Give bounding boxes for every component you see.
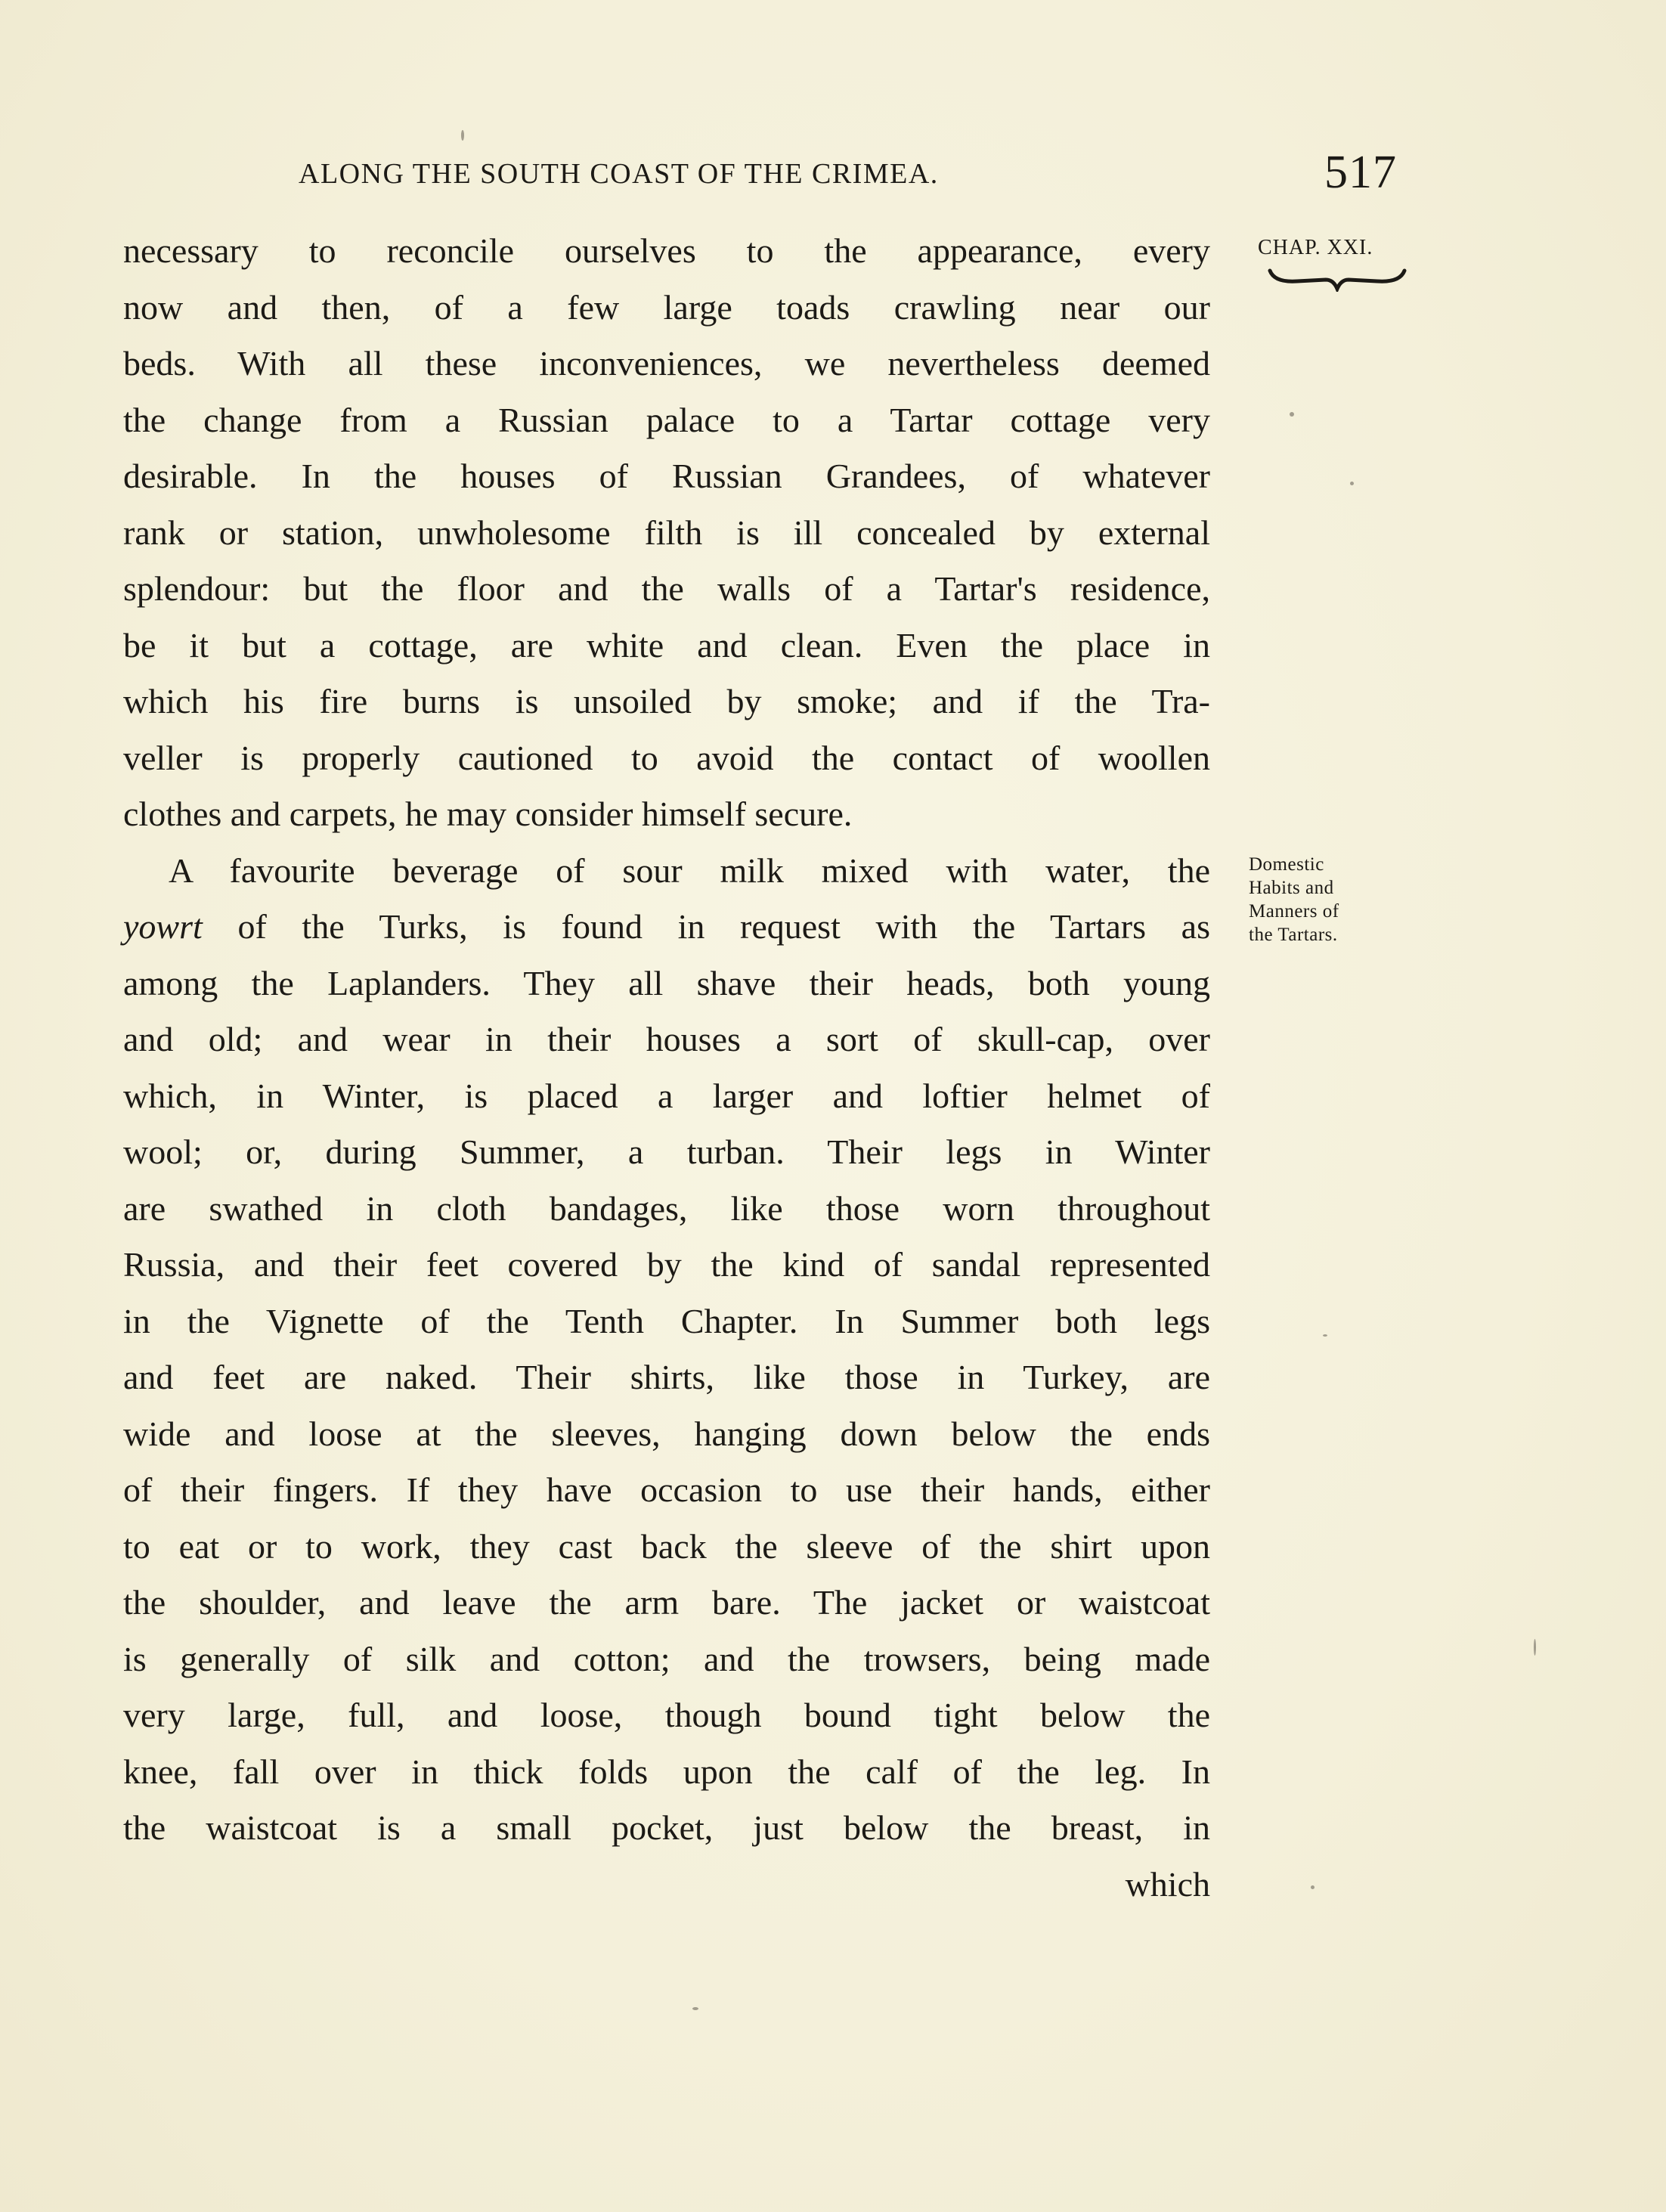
- text-line: clothes and carpets, he may consider himself secure.: [123, 795, 853, 833]
- text-line: A favourite beverage of sour milk mixed with water, the: [169, 850, 1210, 890]
- text-line: [123, 899, 1210, 956]
- text-line: necessary to reconcile ourselves to the appearance, every: [123, 231, 1210, 270]
- text-line: the shoulder, and leave the arm bare. The jacket or waistcoat: [123, 1583, 1210, 1622]
- text-line: to eat or to work, they cast back the sleeve of the shirt upon: [123, 1526, 1210, 1566]
- text-line: rank or station, unwholesome filth is ill concealed by external: [123, 513, 1210, 552]
- sidenote-line: the Tartars.: [1249, 925, 1338, 945]
- text-line: which, in Winter, is placed a larger and loftier helmet of: [123, 1076, 1210, 1115]
- text-line: is generally of silk and cotton; and the trowsers, being made: [123, 1639, 1210, 1678]
- paper-speck: [1323, 1334, 1327, 1337]
- text-fragment: of the Turks, is found in request with the Tartars as: [237, 907, 1210, 946]
- text-line: and feet are naked. Their shirts, like those in Turkey, are: [123, 1358, 1210, 1396]
- paper-speck: [692, 2007, 698, 2010]
- text-line: and old; and wear in their houses a sort of skull-cap, over: [123, 1020, 1210, 1058]
- text-line: be it but a cottage, are white and clean. Even the place in: [123, 625, 1210, 665]
- sidenote-line: Manners of: [1249, 901, 1339, 922]
- text-line: veller is properly cautioned to avoid the contact of woollen: [123, 738, 1210, 777]
- text-line: of their fingers. If they have occasion to use their hands, either: [123, 1470, 1210, 1509]
- text-line: the waistcoat is a small pocket, just below the breast, in: [123, 1808, 1210, 1847]
- catchword: which: [1125, 1864, 1210, 1904]
- page-number: 517: [1324, 147, 1397, 198]
- paper-speck: [1290, 412, 1294, 417]
- text-line: in the Vignette of the Tenth Chapter. In Summer both legs: [123, 1301, 1210, 1340]
- text-line: Russia, and their feet covered by the kind of sandal represented: [123, 1245, 1210, 1284]
- text-line: splendour: but the floor and the walls of a Tartar's residence,: [123, 569, 1210, 608]
- paper-speck: [1350, 482, 1354, 485]
- paper-speck: [1311, 1885, 1315, 1889]
- text-line: knee, fall over in thick folds upon the calf of the leg. In: [123, 1752, 1210, 1791]
- marginal-sidenote: [1249, 853, 1339, 946]
- italic-word: yowrt: [123, 907, 203, 946]
- sidenote-line: Domestic: [1249, 854, 1324, 875]
- text-line: now and then, of a few large toads crawling near our: [123, 287, 1210, 327]
- sidenote-line: Habits and: [1249, 878, 1334, 898]
- chapter-label: CHAP. XXI.: [1258, 236, 1373, 259]
- text-line: which his fire burns is unsoiled by smoke; and if the Tra-: [123, 682, 1210, 720]
- paper-speck: [461, 130, 464, 141]
- body-text: [123, 223, 1210, 1913]
- text-line: among the Laplanders. They all shave their heads, both young: [123, 963, 1210, 1002]
- running-title: ALONG THE SOUTH COAST OF THE CRIMEA.: [299, 158, 939, 190]
- text-line: very large, full, and loose, though bound tight below the: [123, 1696, 1210, 1734]
- paper-speck: [1534, 1639, 1536, 1656]
- text-line: beds. With all these inconveniences, we nevertheless deemed: [123, 344, 1210, 383]
- text-line: the change from a Russian palace to a Tartar cottage very: [123, 400, 1210, 439]
- text-line: wide and loose at the sleeves, hanging down below the ends: [123, 1414, 1210, 1453]
- curly-brace-ornament: [1267, 265, 1407, 292]
- text-line: desirable. In the houses of Russian Grandees, of whatever: [123, 457, 1210, 495]
- text-line: are swathed in cloth bandages, like those worn throughout: [123, 1188, 1210, 1228]
- text-line: wool; or, during Summer, a turban. Their legs in Winter: [123, 1132, 1210, 1171]
